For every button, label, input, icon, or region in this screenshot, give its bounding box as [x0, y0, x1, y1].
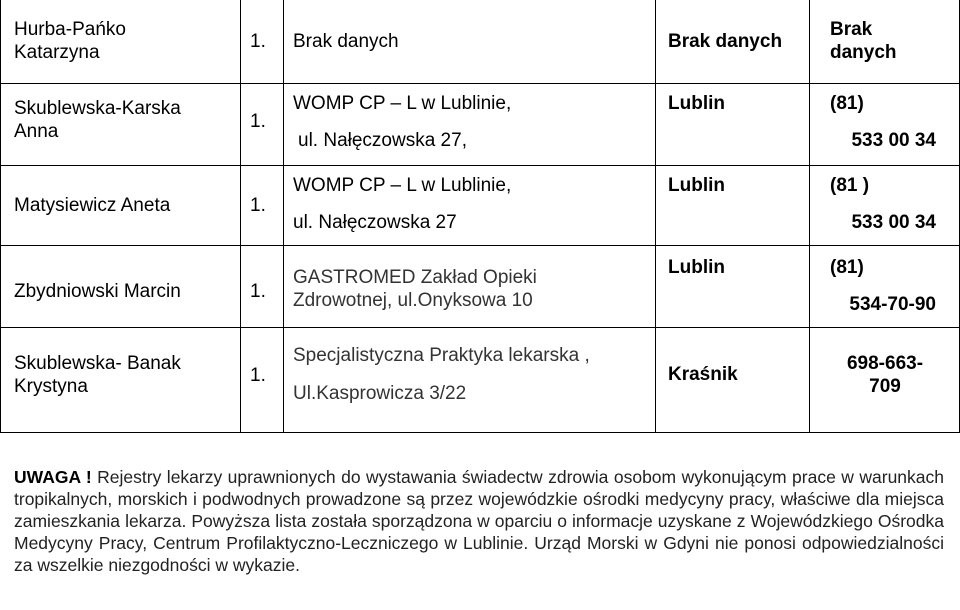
doctor-name: Skublewska- Banak Krystyna [14, 353, 181, 397]
table-row-border [0, 432, 960, 433]
phone: 698-663- 709 [846, 353, 924, 397]
row-number: 1. [250, 195, 266, 216]
table-row-border [0, 83, 960, 84]
table-row-border [0, 327, 960, 328]
note-text: Rejestry lekarzy uprawnionych do wystawania świadectw zdrowia osobom wykonującym prace w warunkach tropikalnych, morskich i podwodnych prowadzone są przez wojewódzkie ośrodki medycyny pracy, właściwe dla miejsca zamieszkania lekarza. Powyższa lista została sporządzona w oparciu o informacje uzyskane z Wojewódzkiego Ośrodka Medycyny Pracy, Centrum Profilaktyczno-Leczniczego w Lublinie. Urząd Morski w Gdyni nie ponosi odpowiedzialności za wszelkie niezgodności w wykazie. [14, 467, 944, 575]
facility-address: Specjalistyczna Praktyka lekarska , Ul.Kasprowicza 3/22 [293, 345, 590, 404]
row-number: 1. [250, 281, 266, 302]
doctor-name: Skublewska-Karska Anna [14, 98, 181, 142]
table-border-left [0, 0, 1, 432]
facility-address: Brak danych [293, 31, 399, 52]
table-divider-address [655, 0, 656, 432]
row-number: 1. [250, 365, 266, 386]
facility-address: WOMP CP – L w Lublinie, ul. Nałęczowska 27, [293, 93, 512, 151]
facility-address: GASTROMED Zakład Opieki Zdrowotnej, ul.Onyksowa 10 [293, 267, 537, 311]
doctor-name: Zbydniowski Marcin [14, 281, 181, 302]
row-number: 1. [250, 31, 266, 52]
city: Kraśnik [668, 364, 738, 385]
doctor-name: Hurba-Pańko Katarzyna [14, 19, 126, 63]
phone: (81) 533 00 34 [830, 93, 936, 151]
city: Brak danych [668, 31, 783, 52]
table-row-border [0, 245, 960, 246]
city: Lublin [668, 257, 725, 278]
phone: (81) 534-70-90 [830, 257, 936, 315]
table-divider-name [240, 0, 241, 432]
facility-address: WOMP CP – L w Lublinie, ul. Nałęczowska 27 [293, 175, 512, 233]
row-number: 1. [250, 111, 266, 132]
phone: (81 ) 533 00 34 [830, 175, 936, 233]
phone: Brak danych [830, 19, 897, 63]
doctor-name: Matysiewicz Aneta [14, 195, 171, 216]
table-divider-num [283, 0, 284, 432]
table-row-border [0, 165, 960, 166]
disclaimer-note [14, 466, 944, 576]
note-label: UWAGA ! [14, 467, 92, 487]
city: Lublin [668, 175, 725, 196]
city: Lublin [668, 93, 725, 114]
